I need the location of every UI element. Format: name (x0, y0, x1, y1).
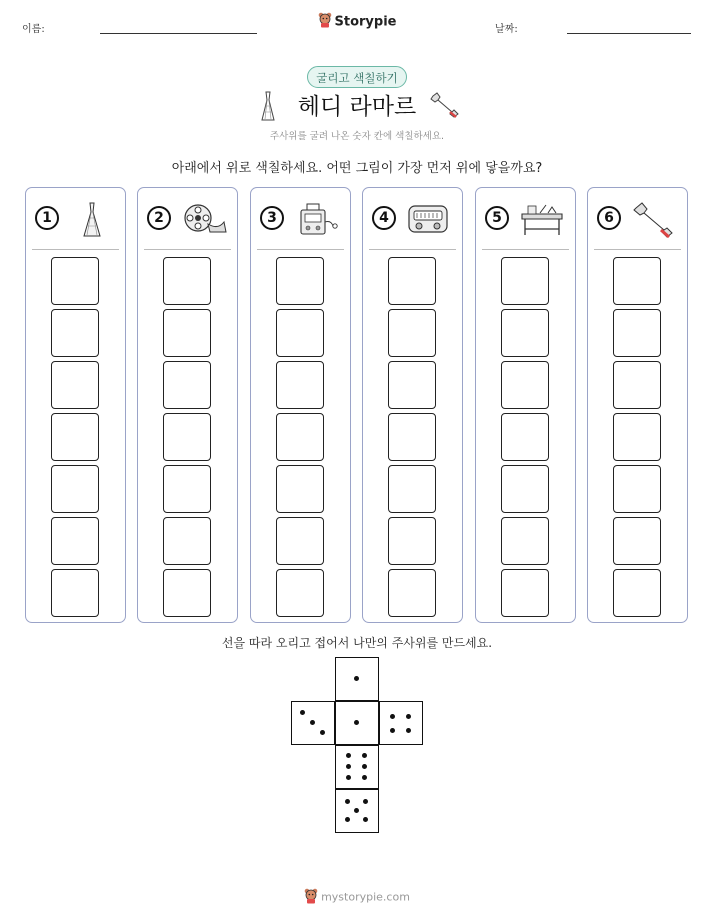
color-cell[interactable] (501, 517, 549, 565)
dice-pip (346, 775, 351, 780)
divider (369, 249, 456, 250)
dice-pip (346, 764, 351, 769)
evening-gown-icon (258, 90, 278, 122)
color-cell[interactable] (501, 309, 549, 357)
name-field[interactable] (100, 33, 257, 34)
date-label: 날짜: (495, 24, 518, 35)
wrench-icon (430, 92, 460, 118)
dice-pip (346, 753, 351, 758)
color-cell[interactable] (163, 465, 211, 513)
color-cell[interactable] (276, 361, 324, 409)
color-column-1 (25, 187, 126, 623)
divider (594, 249, 681, 250)
color-column-3 (250, 187, 351, 623)
divider (482, 249, 569, 250)
color-cell[interactable] (388, 465, 436, 513)
bear-icon (304, 888, 318, 907)
column-number: 2 (147, 206, 171, 230)
column-number: 1 (35, 206, 59, 230)
evening-gown-icon (68, 200, 116, 238)
color-column-6 (587, 187, 688, 623)
color-cell[interactable] (276, 569, 324, 617)
color-cell[interactable] (276, 465, 324, 513)
dice-pip (362, 775, 367, 780)
dice-pip (390, 714, 395, 719)
dice-pip (354, 720, 359, 725)
color-cell[interactable] (613, 309, 661, 357)
footer (0, 888, 714, 907)
divider (32, 249, 119, 250)
color-cell[interactable] (276, 257, 324, 305)
column-number: 6 (597, 206, 621, 230)
dice-pip (345, 799, 350, 804)
brand-name: Storypie (334, 14, 397, 30)
dice-pip (390, 728, 395, 733)
wrench-icon (630, 200, 678, 238)
activity-badge: 굴리고 색칠하기 (307, 66, 407, 88)
color-cell[interactable] (276, 517, 324, 565)
color-cell[interactable] (163, 569, 211, 617)
dice-pip (345, 817, 350, 822)
color-column-5 (475, 187, 576, 623)
color-column-2 (137, 187, 238, 623)
workbench-icon (518, 200, 566, 238)
color-cell[interactable] (276, 309, 324, 357)
brand-logo (0, 12, 714, 32)
color-cell[interactable] (51, 361, 99, 409)
color-cell[interactable] (163, 413, 211, 461)
subtitle: 주사위를 굴려 나온 숫자 칸에 색칠하세요. (269, 131, 445, 142)
dice-pip (362, 764, 367, 769)
dice-face (335, 657, 379, 701)
color-cell[interactable] (388, 309, 436, 357)
color-cell[interactable] (388, 257, 436, 305)
column-number: 5 (485, 206, 509, 230)
color-cell[interactable] (163, 257, 211, 305)
color-cell[interactable] (163, 361, 211, 409)
divider (144, 249, 231, 250)
color-cell[interactable] (388, 569, 436, 617)
color-cell[interactable] (51, 465, 99, 513)
radio-device-icon (293, 200, 341, 238)
dice-pip (300, 710, 305, 715)
dice-face (335, 789, 379, 833)
color-cell[interactable] (51, 257, 99, 305)
color-cell[interactable] (51, 309, 99, 357)
color-cell[interactable] (613, 361, 661, 409)
dice-face (291, 701, 335, 745)
color-cell[interactable] (613, 517, 661, 565)
film-reel-icon (180, 200, 228, 238)
color-cell[interactable] (51, 517, 99, 565)
color-cell[interactable] (388, 517, 436, 565)
dice-pip (363, 799, 368, 804)
page-title: 헤디 라마르 (297, 94, 417, 120)
column-number: 3 (260, 206, 284, 230)
instruction: 아래에서 위로 색칠하세요. 어떤 그림이 가장 먼저 위에 닿을까요? (171, 161, 543, 176)
bear-icon (318, 12, 332, 32)
color-cell[interactable] (276, 413, 324, 461)
dice-instruction: 선을 따라 오리고 접어서 나만의 주사위를 만드세요. (221, 636, 493, 650)
divider (257, 249, 344, 250)
color-cell[interactable] (613, 569, 661, 617)
footer-url: mystorypie.com (321, 890, 410, 904)
color-cell[interactable] (388, 361, 436, 409)
column-number: 4 (372, 206, 396, 230)
color-cell[interactable] (388, 413, 436, 461)
dice-pip (406, 714, 411, 719)
dice-face (335, 745, 379, 789)
vintage-radio-icon (405, 200, 453, 238)
color-cell[interactable] (51, 413, 99, 461)
color-cell[interactable] (613, 413, 661, 461)
dice-face (379, 701, 423, 745)
color-cell[interactable] (501, 361, 549, 409)
date-field[interactable] (567, 33, 691, 34)
color-cell[interactable] (501, 465, 549, 513)
color-cell[interactable] (613, 257, 661, 305)
color-cell[interactable] (51, 569, 99, 617)
name-label: 이름: (22, 24, 45, 35)
dice-pip (320, 730, 325, 735)
dice-pip (310, 720, 315, 725)
dice-pip (354, 808, 359, 813)
dice-pip (362, 753, 367, 758)
color-cell[interactable] (501, 257, 549, 305)
color-cell[interactable] (613, 465, 661, 513)
dice-face (335, 701, 379, 745)
dice-pip (406, 728, 411, 733)
color-cell[interactable] (163, 309, 211, 357)
color-cell[interactable] (501, 569, 549, 617)
color-cell[interactable] (163, 517, 211, 565)
dice-pip (354, 676, 359, 681)
color-column-4 (362, 187, 463, 623)
color-cell[interactable] (501, 413, 549, 461)
dice-pip (363, 817, 368, 822)
